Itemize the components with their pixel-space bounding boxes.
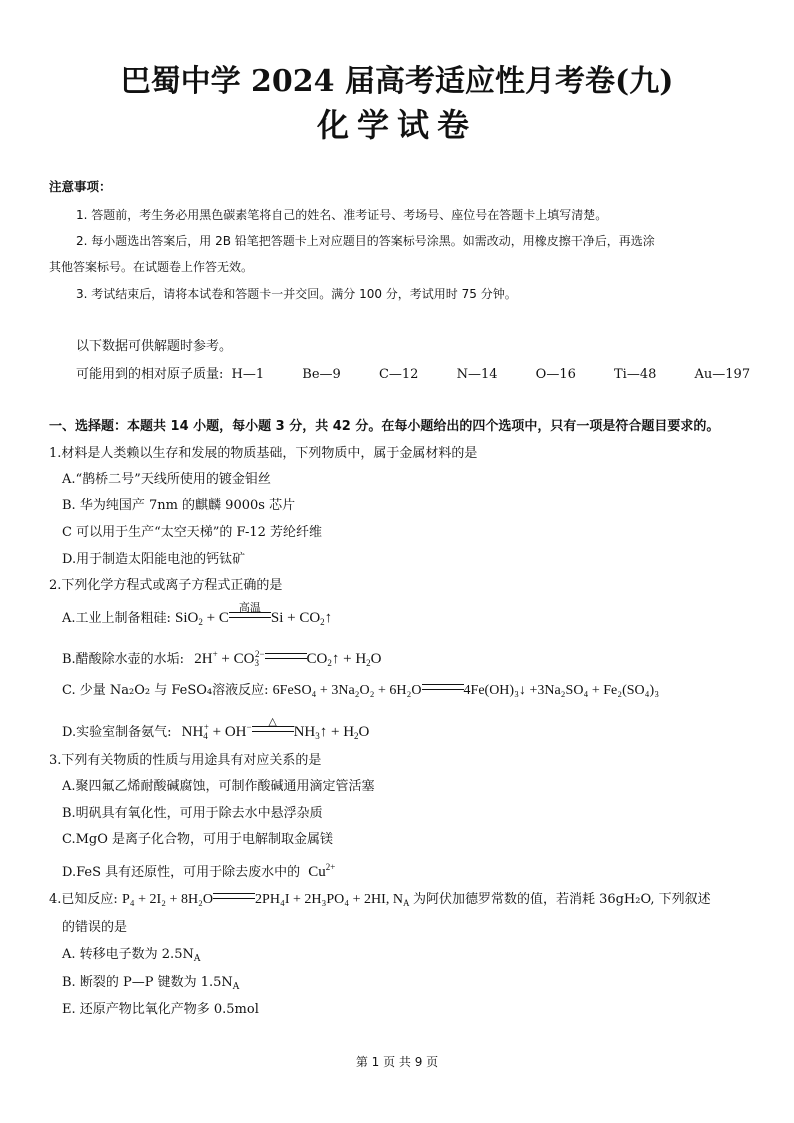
question-3-option-b: B.明矾具有氧化性，可用于除去水中悬浮杂质 bbox=[62, 806, 323, 821]
eq-a-reactant-2: + C bbox=[202, 610, 229, 626]
question-2-option-c bbox=[62, 682, 659, 700]
eq-a-reactant-1: SiO bbox=[175, 610, 199, 626]
atomic-mass-be: Be—9 bbox=[302, 367, 341, 382]
equation-b: $2H^+ + CO_3^{2-}$ $CO_2↑ + H_2O$ bbox=[194, 649, 382, 668]
notice-item-1: 1. 答题前，考生务必用黑色碳素笔将自己的姓名、准考证号、考场号、座位号在答题卡上填写清楚。 bbox=[76, 208, 608, 222]
q4-option-b-text: B. 断裂的 P—P 键数为 1.5N bbox=[62, 975, 233, 990]
eq-d-h2o: + H bbox=[327, 724, 355, 740]
atomic-mass-ti: Ti—48 bbox=[614, 367, 657, 382]
eq-d-o: O bbox=[358, 724, 370, 740]
question-1-option-a: A.“鹊桥二号”天线所使用的镀金钼丝 bbox=[62, 472, 271, 487]
q4-equation: P₄ + 2I₂ + 8H₂O 2PH₄I + 2H₃PO₄ + 2HI, $N_A$ bbox=[121, 892, 410, 908]
question-2-option-a bbox=[62, 602, 333, 631]
eq-d-arrow bbox=[252, 716, 294, 732]
cu-ion: $Cu^{2+}$ bbox=[308, 862, 336, 880]
q4-reactants: P₄ + 2I₂ + 8H₂O bbox=[121, 892, 214, 907]
question-4-stem bbox=[49, 891, 711, 912]
eq-a-arrow bbox=[229, 602, 271, 618]
atomic-mass-au: Au—197 bbox=[694, 367, 751, 382]
option-d-text: D.实验室制备氨气: bbox=[62, 725, 172, 740]
notice-item-3: 3. 考试结束后，请将本试卷和答题卡一并交回。满分 100 分，考试用时 75 分钟。 bbox=[76, 287, 517, 301]
eq-c-arrow bbox=[422, 684, 464, 690]
eq-d-nh4: NH bbox=[181, 724, 204, 740]
eq-a-condition: 高温 bbox=[238, 602, 261, 614]
exam-title: 巴蜀中学 2024 届高考适应性月考卷(九) bbox=[120, 64, 674, 99]
option-a-text: A.工业上制备粗硅: bbox=[62, 611, 171, 626]
eq-c-products: 4Fe(OH)₃↓ +3Na₂SO₄ + Fe₂(SO₄)₃ bbox=[463, 683, 660, 698]
equation-d: $NH_4^+ + OH^-$ △ $NH_3↑ + H_2O$ bbox=[182, 724, 370, 740]
page-footer: 第 1 页 共 9 页 bbox=[355, 1055, 439, 1069]
eq-b-h2o: + H bbox=[339, 651, 367, 667]
atomic-mass-n: N—14 bbox=[456, 367, 498, 382]
question-3-option-c: C.MgO 是离子化合物，可用于电解制取金属镁 bbox=[62, 832, 334, 847]
atomic-mass-label: 可能用到的相对原子质量: bbox=[76, 367, 224, 382]
eq-b-co3: + CO bbox=[217, 651, 255, 667]
q4-prefix: 4.已知反应: bbox=[49, 892, 118, 907]
atomic-mass-c: C—12 bbox=[378, 367, 419, 382]
eq-a-products: Si + CO bbox=[270, 610, 321, 626]
question-4-option-b: B. 断裂的 P—P 键数为 $1.5N_A$ bbox=[62, 975, 240, 992]
q4-arrow bbox=[213, 893, 255, 899]
notice-item-2-cont: 其他答案标号。在试题卷上作答无效。 bbox=[49, 260, 254, 274]
question-3-option-d bbox=[62, 858, 335, 882]
atomic-mass-h: H—1 bbox=[231, 367, 265, 382]
q4-option-a-text: A. 转移电子数为 2.5N bbox=[62, 947, 194, 962]
reference-intro: 以下数据可供解题时参考。 bbox=[76, 339, 233, 354]
question-1-stem: 1.材料是人类赖以生存和发展的物质基础，下列物质中，属于金属材料的是 bbox=[49, 446, 478, 461]
eq-b-h: 2H bbox=[194, 651, 213, 667]
exam-subject: 化学试卷 bbox=[316, 106, 477, 144]
equation-a: SiO$_2$ + C 高温 $Si + CO_2↑$ bbox=[175, 610, 332, 626]
eq-d-nh3: NH bbox=[293, 724, 316, 740]
question-2-option-b bbox=[62, 645, 382, 672]
question-2-stem: 2.下列化学方程式或离子方程式正确的是 bbox=[49, 578, 283, 593]
question-1-option-d: D.用于制造太阳能电池的钙钛矿 bbox=[62, 552, 246, 567]
question-4-option-a: A. 转移电子数为 $2.5N_A$ bbox=[62, 947, 201, 964]
section-heading: 一、选择题：本题共 14 小题，每小题 3 分，共 42 分。在每小题给出的四个选项中，只有一项是符合题目要求的。 bbox=[49, 419, 720, 434]
equation-c bbox=[273, 683, 659, 698]
eq-d-condition: △ bbox=[268, 716, 277, 728]
question-4-stem-line2: 的错误的是 bbox=[62, 920, 128, 935]
question-1-option-c: C 可以用于生产“太空天梯”的 F-12 芳纶纤维 bbox=[62, 525, 323, 540]
question-1-option-b: B. 华为纯国产 7nm 的麒麟 9000s 芯片 bbox=[62, 498, 296, 513]
question-4-option-e: E. 还原产物比氧化产物多 0.5mol bbox=[62, 1002, 259, 1017]
question-3-option-a: A.聚四氟乙烯耐酸碱腐蚀，可制作酸碱通用滴定管活塞 bbox=[62, 779, 375, 794]
cu-ion-symbol: Cu bbox=[308, 864, 326, 880]
question-3-stem: 3.下列有关物质的性质与用途具有对应关系的是 bbox=[49, 753, 322, 768]
option-b-text: B.醋酸除水壶的水垢: bbox=[62, 652, 185, 667]
eq-b-o: O bbox=[370, 651, 382, 667]
q4-products: 2PH₄I + 2H₃PO₄ + 2HI, N bbox=[255, 892, 403, 907]
eq-d-oh: + OH bbox=[208, 724, 247, 740]
q4-suffix: 为阿伏加德罗常数的值，若消耗 36gH₂O, 下列叙述 bbox=[412, 892, 711, 907]
notice-item-2: 2. 每小题选出答案后，用 2B 铅笔把答题卡上对应题目的答案标号涂黑。如需改动，用橡皮擦干净后，再选涂 bbox=[76, 234, 655, 248]
option-c-text: C. 少量 Na₂O₂ 与 FeSO₄溶液反应: bbox=[62, 683, 269, 698]
option-3d-text: D.FeS 具有还原性，可用于除去废水中的 bbox=[62, 865, 301, 880]
eq-b-co2: CO bbox=[306, 651, 328, 667]
question-2-option-d bbox=[62, 718, 369, 745]
notice-heading: 注意事项： bbox=[49, 179, 112, 194]
eq-c-reactants: 6FeSO₄ + 3Na₂O₂ + 6H₂O bbox=[272, 683, 422, 698]
eq-b-arrow bbox=[265, 653, 307, 659]
atomic-mass-o: O—16 bbox=[535, 367, 576, 382]
atomic-mass-row bbox=[76, 366, 784, 384]
